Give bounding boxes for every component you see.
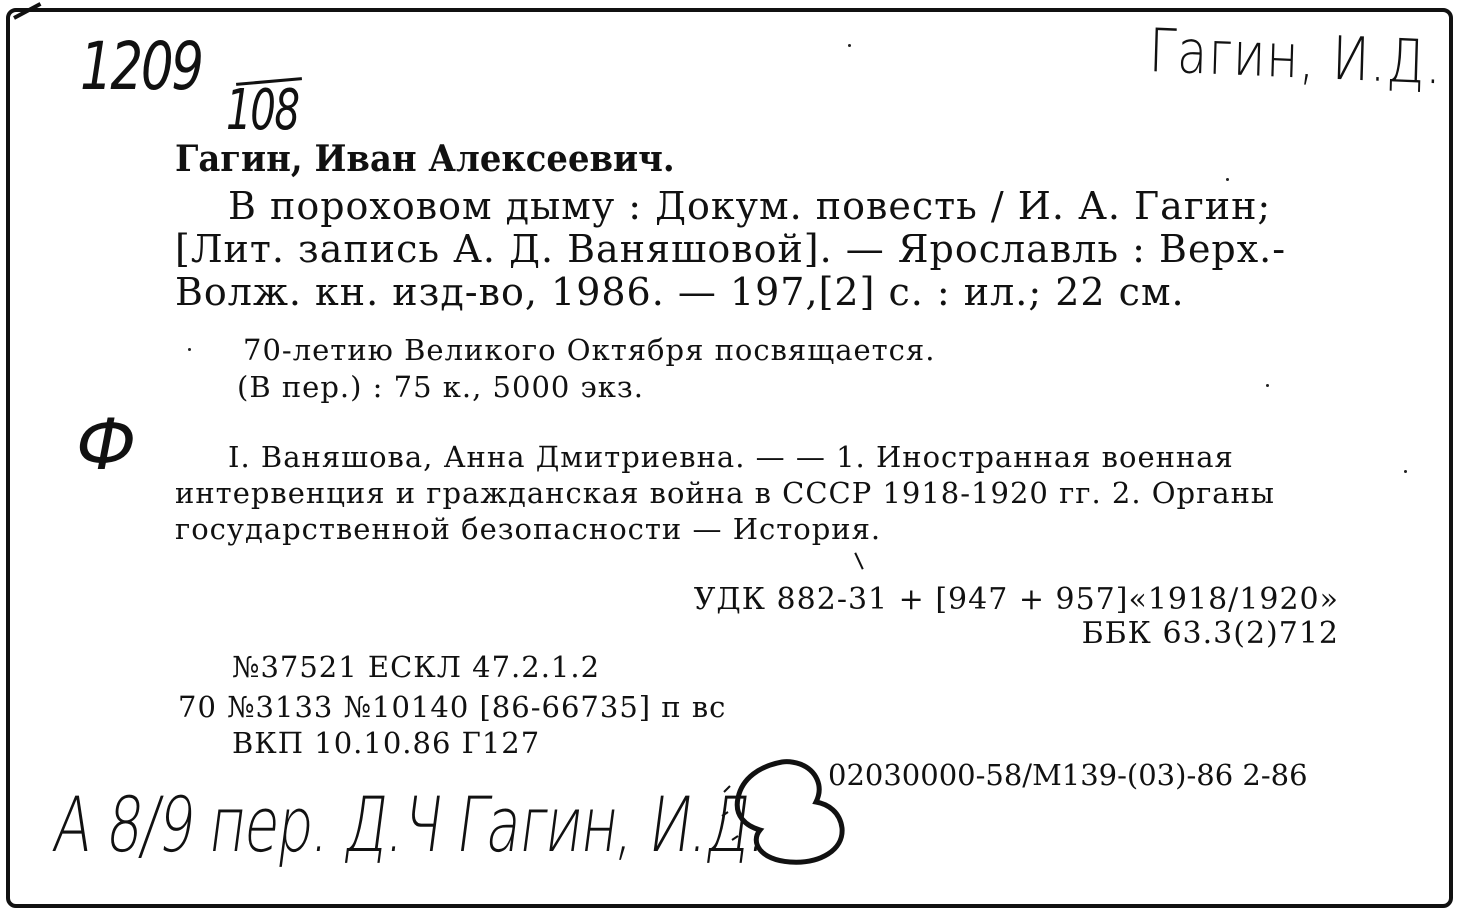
author-heading: Гагин, Иван Алексеевич. — [175, 138, 675, 180]
udk-classification: УДК 882-31 + [947 + 957]«1918/1920» — [693, 582, 1339, 617]
isbn-code: 02030000-58/М139-(03)-86 2-86 — [828, 758, 1308, 792]
corner-tick-mark — [13, 2, 41, 20]
technical-line-1: №37521 ЕСКЛ 47.2.1.2 — [232, 650, 601, 684]
handwritten-author-top: Гагин, И.Д. — [1147, 16, 1444, 99]
title-line-2: [Лит. запись А. Д. Ваняшовой]. — Ярославль : Верх.- — [175, 227, 1287, 271]
speck — [1404, 470, 1407, 473]
handwritten-call-number: 1209 — [80, 28, 202, 105]
tracing-line-1: I. Ваняшова, Анна Дмитриевна. — — 1. Иностранная военная — [228, 440, 1234, 474]
handwritten-call-number-sub: 108 — [226, 78, 299, 143]
technical-line-2: 70 №3133 №10140 [86-66735] п вс — [178, 690, 727, 724]
dedication-note: 70-летию Великого Октября посвящается. — [243, 333, 936, 367]
speck — [1226, 178, 1229, 181]
tracing-line-3: государственной безопасности — История. — [175, 512, 882, 546]
handwritten-phi-mark: Ф — [76, 404, 137, 486]
title-line-1: В пороховом дыму : Докум. повесть / И. А. Гагин; — [228, 184, 1272, 228]
speck — [1266, 384, 1269, 387]
handwritten-shelf-note: А 8/9 пер. Д.Ч Гагин, И.Д. — [48, 780, 772, 869]
title-line-3: Волж. кн. изд-во, 1986. — 197,[2] с. : ил.; 22 см. — [175, 270, 1185, 314]
speck — [848, 44, 851, 47]
technical-line-3: ВКП 10.10.86 Г127 — [232, 726, 541, 760]
price-note: (В пер.) : 75 к., 5000 экз. — [237, 370, 644, 404]
tracing-line-2: интервенция и гражданская война в СССР 1918-1920 гг. 2. Органы — [175, 476, 1276, 510]
bbk-classification: ББК 63.3(2)712 — [1081, 616, 1339, 651]
speck — [188, 348, 191, 351]
